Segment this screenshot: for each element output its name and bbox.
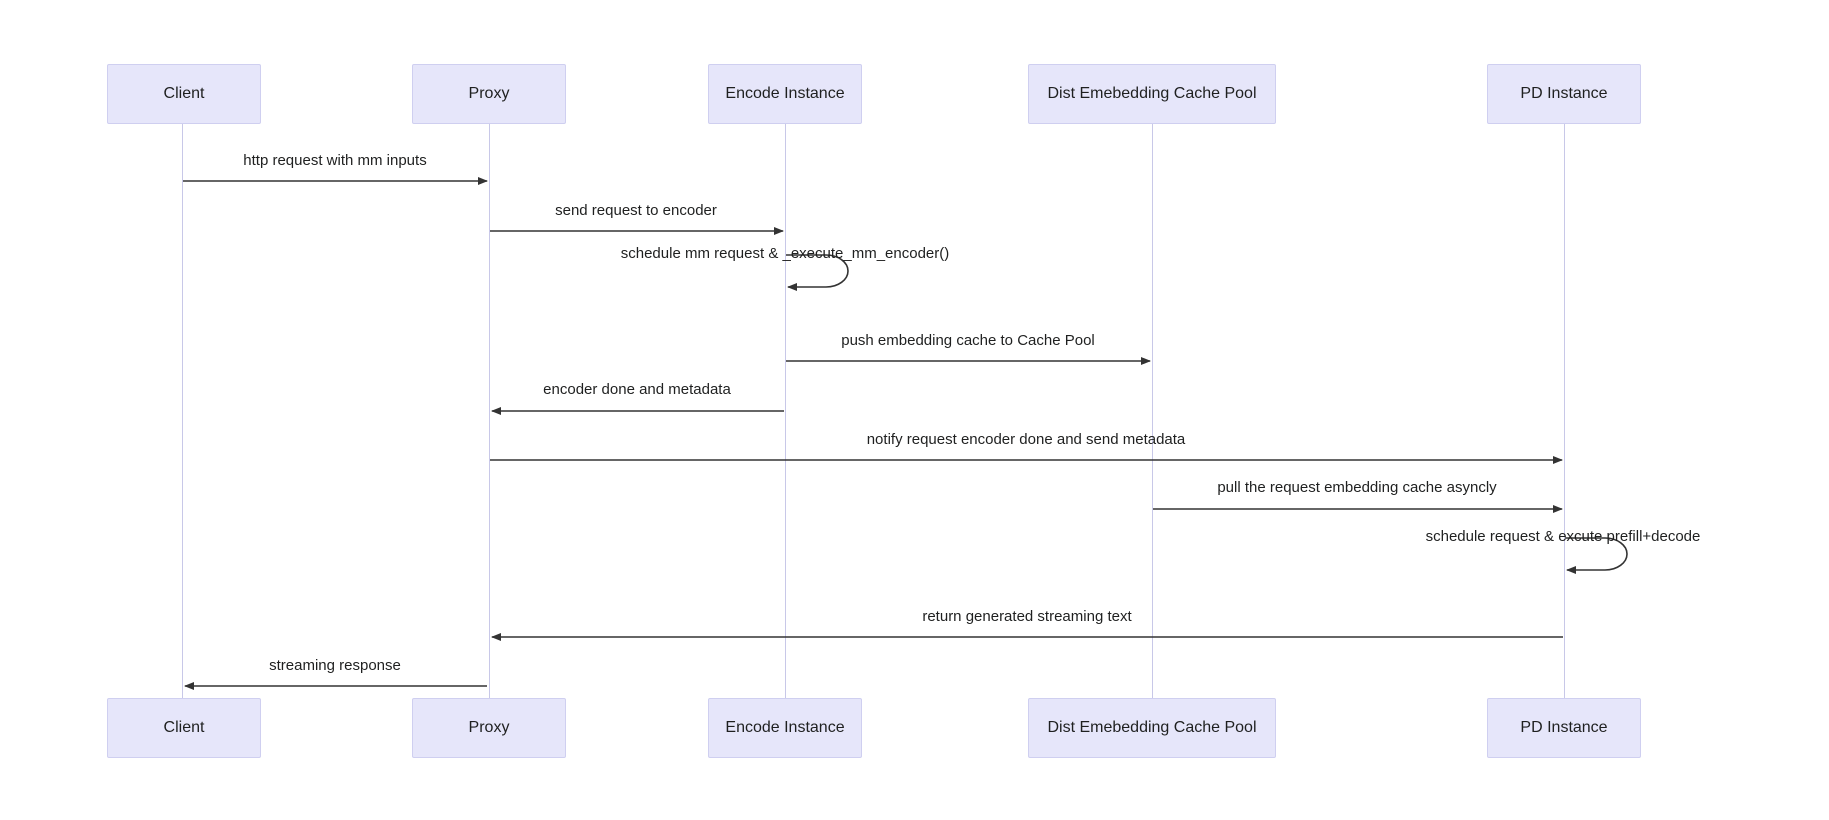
message-label-pull-request-embedding-cache: pull the request embedding cache asyncly (1217, 479, 1497, 496)
message-label-encoder-done-and-metadata: encoder done and metadata (543, 381, 731, 398)
actor-label: Proxy (468, 85, 510, 102)
message-label-return-generated-streaming-text: return generated streaming text (922, 608, 1132, 625)
actor-label: PD Instance (1520, 85, 1608, 102)
actor-bottom-client[interactable] (107, 698, 261, 758)
message-label-send-request-to-encoder: send request to encoder (555, 202, 717, 219)
message-label-schedule-mm-request: schedule mm request & _execute_mm_encoder() (620, 245, 950, 262)
actor-label: PD Instance (1520, 719, 1608, 736)
actor-label: Dist Emebedding Cache Pool (1047, 719, 1257, 736)
message-label-notify-request-encoder-done: notify request encoder done and send metadata (866, 431, 1186, 448)
actor-label: Dist Emebedding Cache Pool (1047, 85, 1257, 102)
actor-bottom-pd-instance[interactable] (1487, 698, 1641, 758)
message-label-schedule-request-prefill-decode: schedule request & excute prefill+decode (1425, 528, 1701, 545)
actor-label: Proxy (468, 719, 510, 736)
actor-label: Client (163, 85, 205, 102)
actor-bottom-proxy[interactable] (412, 698, 566, 758)
actor-label: Encode Instance (725, 719, 845, 736)
actor-bottom-encode-instance[interactable] (708, 698, 862, 758)
message-label-push-embedding-cache: push embedding cache to Cache Pool (841, 332, 1095, 349)
actor-label: Client (163, 719, 205, 736)
message-label-streaming-response: streaming response (269, 657, 401, 674)
message-label-http-request: http request with mm inputs (243, 152, 427, 169)
actor-label: Encode Instance (725, 85, 845, 102)
actor-bottom-dist-embedding-cache-pool[interactable] (1028, 698, 1276, 758)
